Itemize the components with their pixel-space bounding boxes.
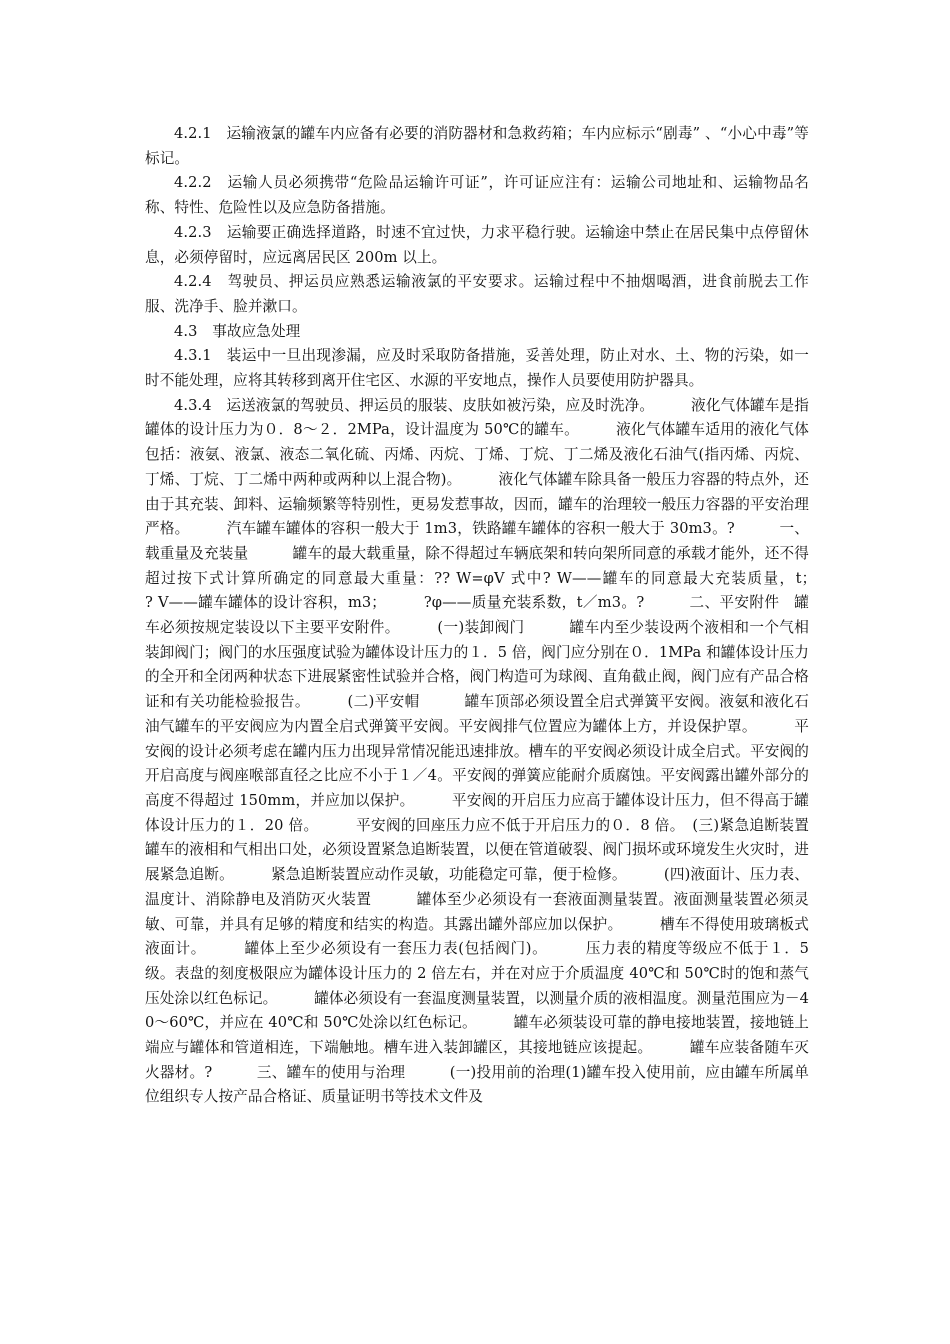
section-heading-4-3: 4.3 事故应急处理: [174, 322, 301, 340]
paragraph-4-2-4: 4.2.4 驾驶员、押运员应熟悉运输液氯的平安要求。运输过程中不抽烟喝酒，进食前脱去工作服、洗净手、脸并漱口。: [145, 273, 809, 315]
document-body: [145, 122, 854, 1110]
paragraph-4-3-1: 4.3.1 装运中一旦出现渗漏，应及时采取防备措施，妥善处理，防止对水、土、物的污染，如一时不能处理，应将其转移到离开住宅区、水源的平安地点，操作人员要使用防护器具。: [145, 347, 809, 390]
paragraph-4-3-4: 4.3.4 运送液氯的驾驶员、押运员的服装、皮肤如被污染，应及时洗净。 液化气体罐车是指罐体的设计压力为０．8～２．2MPa，设计温度为 50℃的罐车。 液化气体罐车适用的液化气体包括：液氨、液氯、液态二氧化硫、丙烯、丙烷、丁烯、丁烷、丁二烯及液化石油气(指丙烯、丙烷、丁烯、丁烷、丁二烯中两种或两种以上混合物)。 液化气体罐车除具备一般压力容器的特点外，还由于其充装、卸料、运输频繁等特别性，更易发惹事故，因而，罐车的治理较一般压力容器的平安治理严格。 汽车罐车罐体的容积一般大于 1m3，铁路罐车罐体的容积一般大于 30m3。? 一、载重量及充装量 罐车的最大载重量，除不得超过车辆底架和转向架所同意的承载才能外，还不得超过按下式计算所确定的同意最大重量：?? W=φV 式中? W——罐车的同意最大充装质量，t； ? V——罐车罐体的设计容积，m3； ?φ——质量充装系数，t／m3。? 二、平安附件 罐车必须按规定装设以下主要平安附件。 (一)装卸阀门 罐车内至少装设两个液相和一个气相装卸阀门；阀门的水压强度试验为罐体设计压力的１．5 倍，阀门应分别在０．1MPa 和罐体设计压力的全开和全闭两种状态下进展紧密性试验并合格，阀门构造可为球阀、直角截止阀，阀门应有产品合格证和有关功能检验报告。 (二)平安帽 罐车顶部必须设置全启式弹簧平安阀。液氨和液化石油气罐车的平安阀应为内置全启式弹簧平安阀。平安阀排气位置应为罐体上方，并设保护罩。 平安阀的设计必须考虑在罐内压力出现异常情况能迅速排放。槽车的平安阀必须设计成全启式。平安阀的开启高度与阀座喉部直径之比应不小于１／4。平安阀的弹簧应能耐介质腐蚀。平安阀露出罐外部分的高度不得超过 150mm，并应加以保护。 平安阀的开启压力应高于罐体设计压力，但不得高于罐体设计压力的１．20 倍。 平安阀的回座压力应不低于开启压力的０．8 倍。 (三)紧急追断装置 罐车的液相和气相出口处，必须设置紧急追断装置，以便在管道破裂、阀门损坏或环境发生火灾时，进展紧急追断。 紧急追断装置应动作灵敏，功能稳定可靠，便于检修。 (四)液面计、压力表、温度计、消除静电及消防灭火装置 罐体至少必须设有一套液面测量装置。液面测量装置必须灵敏、可靠，并具有足够的精度和结实的构造。其露出罐外部应加以保护。 槽车不得使用玻璃板式液面计。 罐体上至少必须设有一套压力表(包括阀门)。 压力表的精度等级应不低于１．5 级。表盘的刻度极限应为罐体设计压力的 2 倍左右，并在对应于介质温度 40℃和 50℃时的饱和蒸气压处涂以红色标记。 罐体必须设有一套温度测量装置，以测量介质的液相温度。测量范围应为－40～60℃，并应在 40℃和 50℃处涂以红色标记。 罐车必须装设可靠的静电接地装置，接地链上端应与罐体和管道相连，下端触地。槽车进入装卸罐区，其接地链应该提起。 罐车应装备随车灭火器材。? 三、罐车的使用与治理 (一)投用前的治理(1)罐车投入使用前，应由罐车所属单位组织专人按产品合格证、质量证明书等技术文件及: [145, 396, 854, 1106]
paragraph-4-2-2: 4.2.2 运输人员必须携带“危险品运输许可证”，许可证应注有：运输公司地址和、运输物品名称、特性、危险性以及应急防备措施。: [145, 174, 809, 217]
paragraph-4-2-3: 4.2.3 运输要正确选择道路，时速不宜过快，力求平稳行驶。运输途中禁止在居民集中点停留休息，必须停留时，应远离居民区 200m 以上。: [145, 223, 809, 266]
paragraph-4-2-1: 4.2.1 运输液氯的罐车内应备有必要的消防器材和急救药箱；车内应标示“剧毒” 、“小心中毒”等标记。: [145, 125, 809, 167]
